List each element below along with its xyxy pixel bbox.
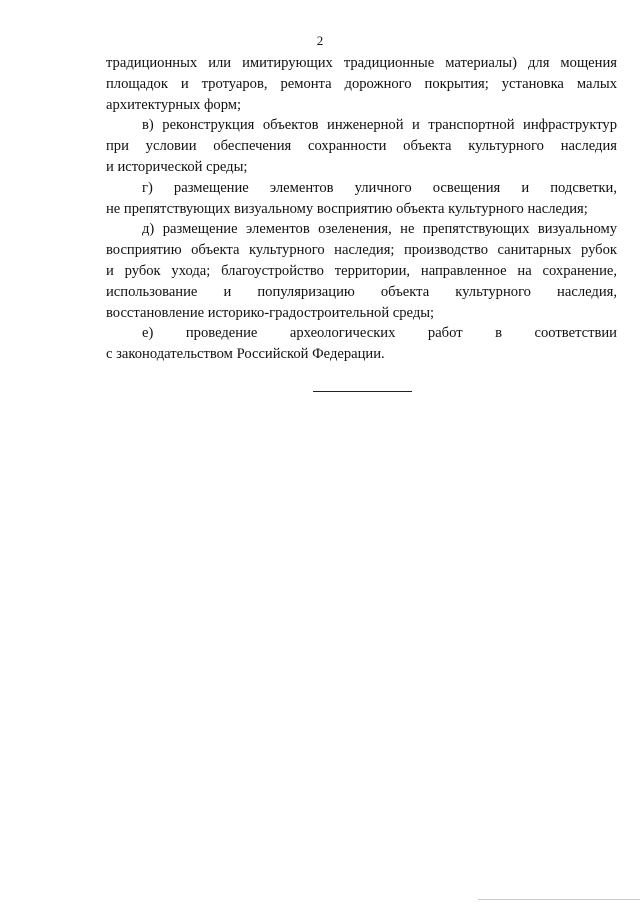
text-line: при условии обеспечения сохранности объекта культурного наследия <box>106 138 617 155</box>
text-line: г) размещение элементов уличного освещения и подсветки, <box>142 179 617 196</box>
paragraph-item-d <box>106 219 617 323</box>
document-body <box>106 53 617 365</box>
text-line: восприятию объекта культурного наследия; производство санитарных рубок <box>106 242 617 259</box>
text-line: традиционных или имитирующих традиционные материалы) для мощения <box>106 55 617 71</box>
paragraph-continuation <box>106 53 617 115</box>
text-line: с законодательством Российской Федерации. <box>106 346 385 363</box>
text-line: не препятствующих визуальному восприятию объекта культурного наследия; <box>106 200 588 217</box>
paragraph-item-e <box>106 323 617 365</box>
scan-edge-mark <box>478 899 640 900</box>
text-line: архитектурных форм; <box>106 96 242 113</box>
text-line: е) проведение археологических работ в соответствии <box>142 325 617 342</box>
paragraph-item-v <box>106 115 617 177</box>
text-line: восстановление историко-градостроительной среды; <box>106 304 435 321</box>
page-number: 2 <box>316 33 324 48</box>
end-of-document-rule <box>313 391 412 392</box>
text-line: и рубок ухода; благоустройство территории, направленное на сохранение, <box>106 262 617 279</box>
text-line: в) реконструкция объектов инженерной и транспортной инфраструктур <box>142 117 617 134</box>
text-line: д) размещение элементов озеленения, не препятствующих визуальному <box>142 221 617 238</box>
paragraph-item-g <box>106 178 617 220</box>
text-line: и исторической среды; <box>106 158 248 175</box>
text-line: использование и популяризацию объекта культурного наследия, <box>106 283 617 300</box>
text-line: площадок и тротуаров, ремонта дорожного покрытия; установка малых <box>106 75 617 92</box>
